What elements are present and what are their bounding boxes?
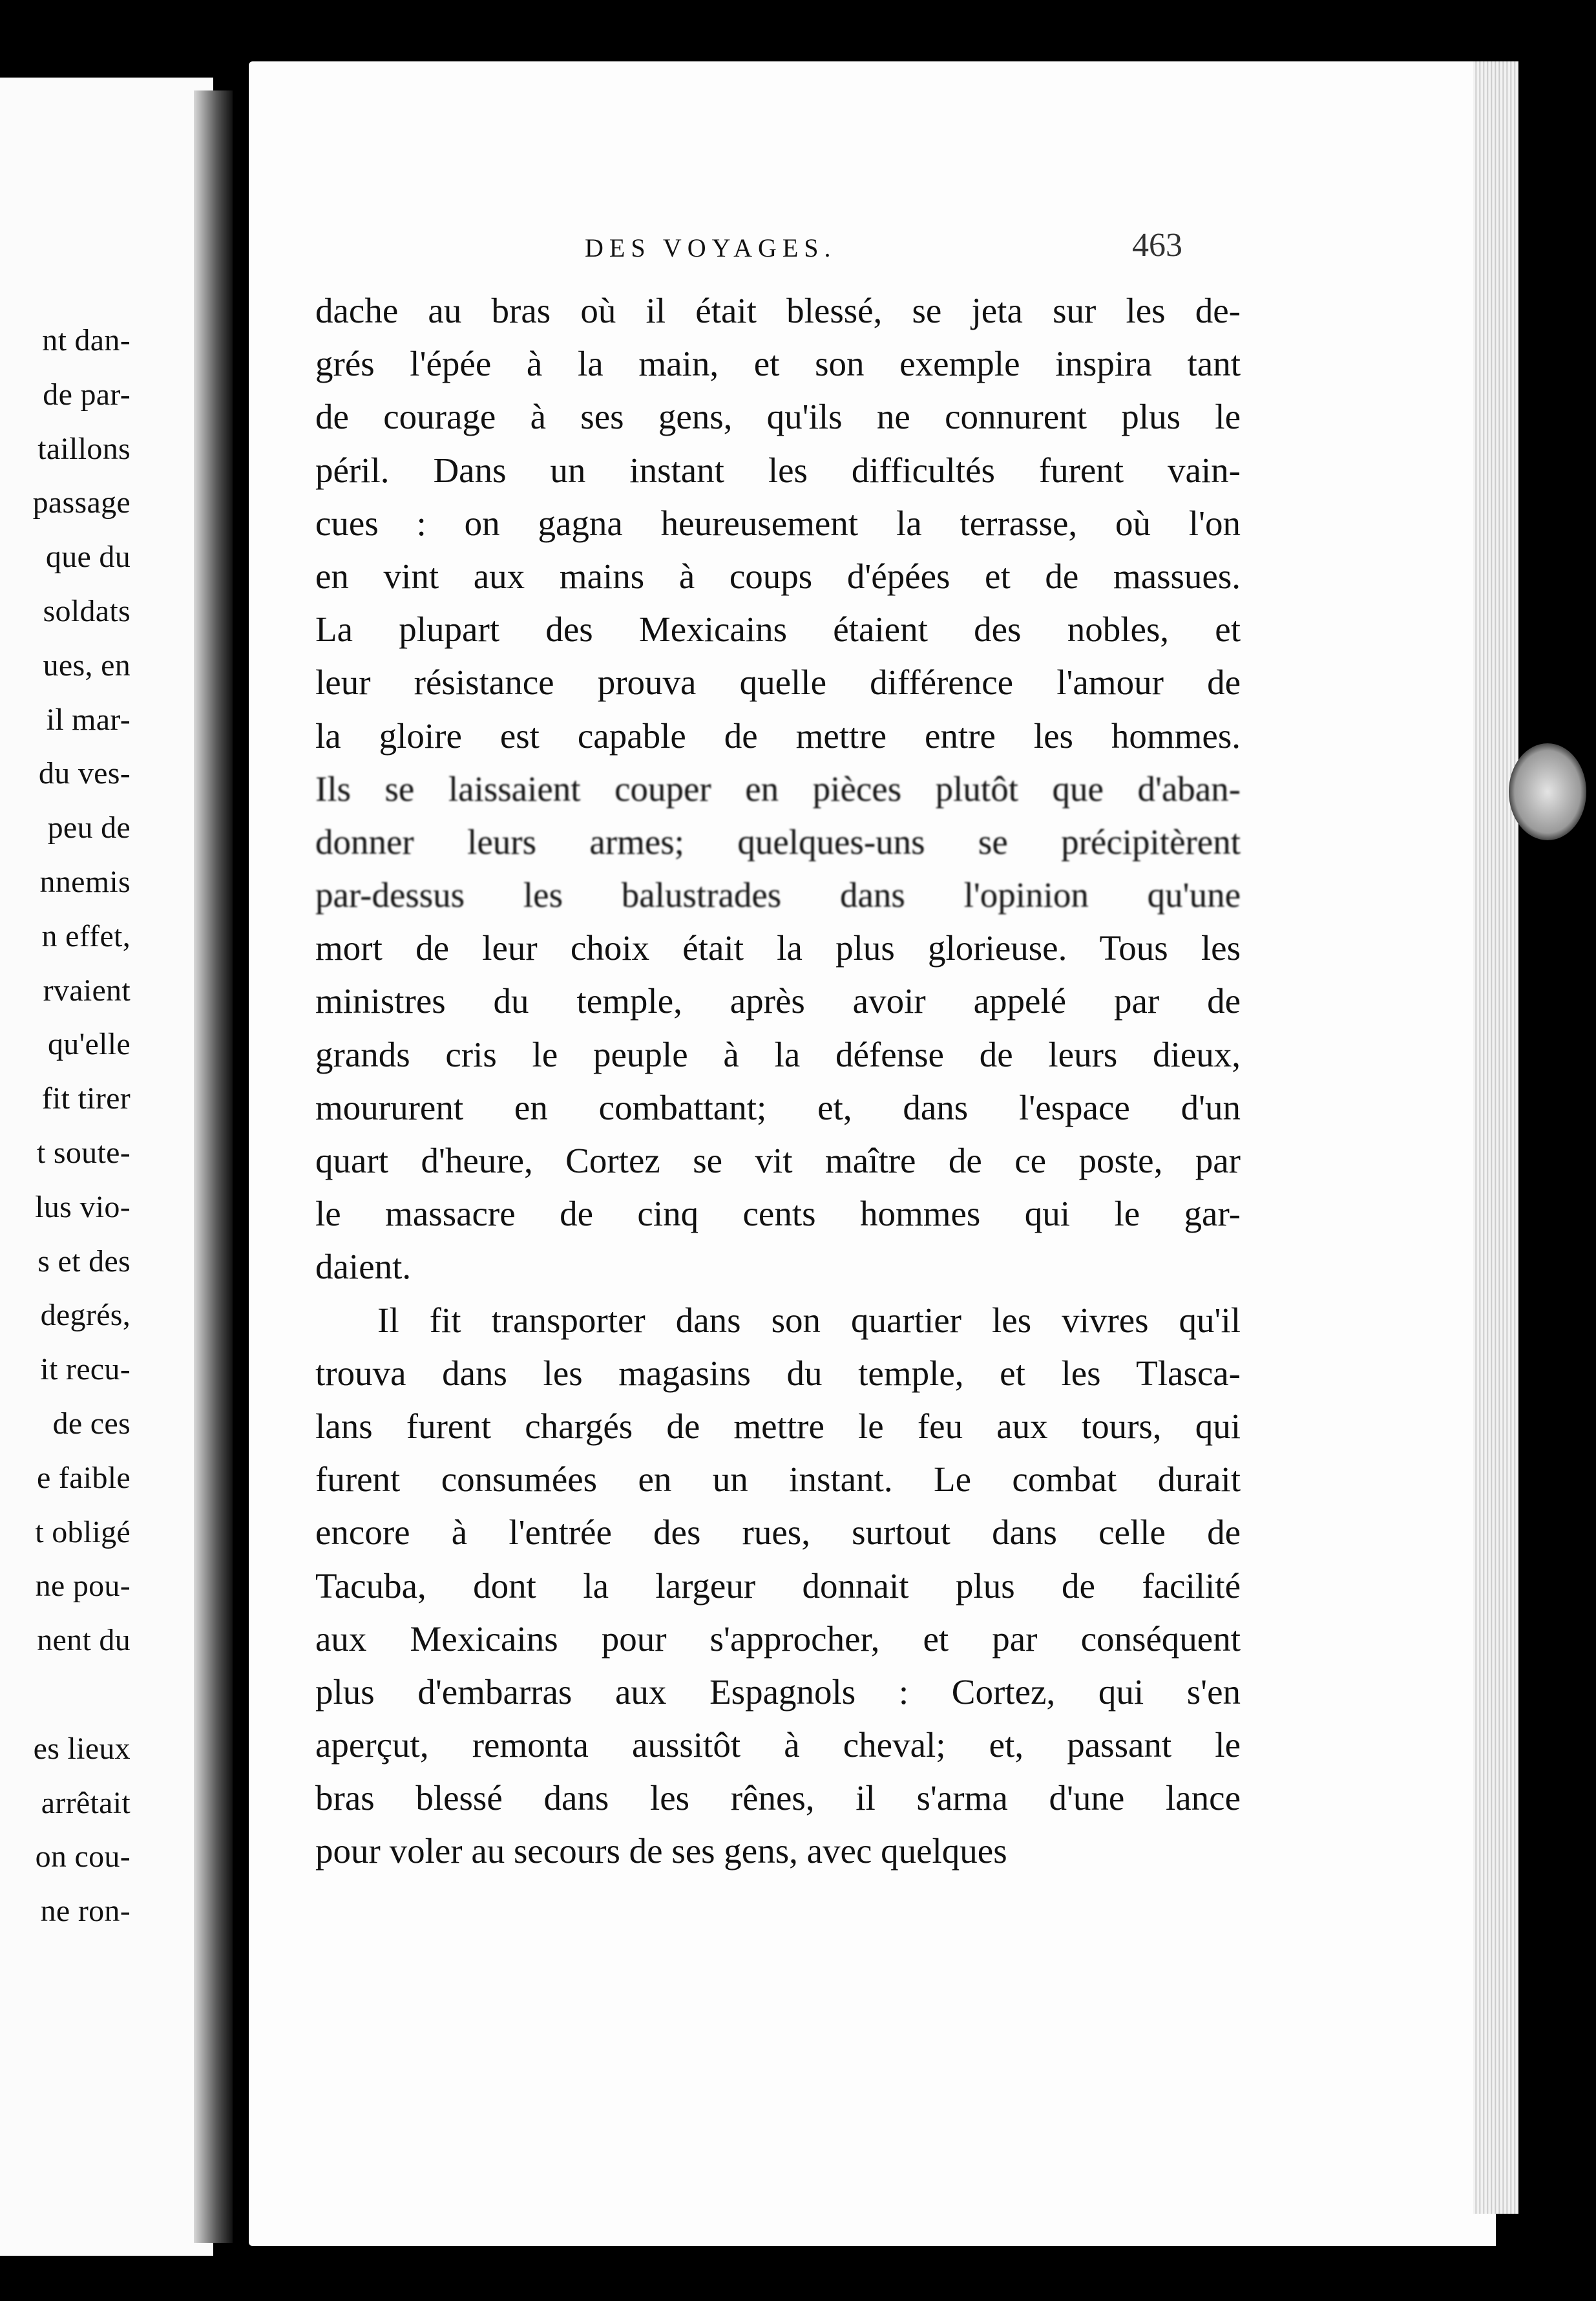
left-page-line: nt dan-: [42, 323, 131, 357]
text-line: grands cris le peuple à la défense de leurs dieux,: [315, 1034, 1241, 1074]
left-page-text: [0, 313, 131, 1938]
text-line: daient.: [315, 1247, 412, 1287]
left-page-line: es lieux: [33, 1731, 131, 1766]
text-line: de courage à ses gens, qu'ils ne connurent plus le: [315, 397, 1241, 437]
text-line: encore à l'entrée des rues, surtout dans celle de: [315, 1512, 1241, 1553]
text-line: en vint aux mains à coups d'épées et de massues.: [315, 556, 1241, 596]
left-page-line: que du: [45, 540, 131, 575]
left-page-line: passage: [32, 485, 131, 520]
left-page-line: [0, 1668, 131, 1722]
text-line: grés l'épée à la main, et son exemple inspira tant: [315, 344, 1241, 384]
text-line: ministres du temple, après avoir appelé par de: [315, 981, 1241, 1021]
text-line: furent consumées en un instant. Le combat durait: [315, 1459, 1241, 1500]
text-line: pour voler au secours de ses gens, avec quelques: [315, 1831, 1007, 1871]
left-page-line: qu'elle: [47, 1027, 131, 1062]
left-page-line: lus vio-: [35, 1189, 131, 1224]
text-line: cues : on gagna heureusement la terrasse, où l'on: [315, 503, 1241, 543]
left-page-line: n effet,: [41, 918, 131, 953]
body-text: [315, 284, 1241, 1878]
left-page-line: soldats: [43, 593, 131, 628]
text-line: aperçut, remonta aussitôt à cheval; et, passant le: [315, 1725, 1241, 1765]
text-line: péril. Dans un instant les difficultés furent vain-: [315, 450, 1241, 490]
text-line: par-dessus les balustrades dans l'opinion qu'une: [315, 875, 1241, 915]
left-page-line: e faible: [37, 1460, 131, 1495]
left-page: [0, 78, 213, 2256]
left-page-line: ues, en: [43, 648, 131, 683]
running-head: DES VOYAGES.: [585, 233, 837, 262]
left-page-line: il mar-: [46, 702, 131, 737]
page-number: 463: [1132, 227, 1182, 264]
text-line: quart d'heure, Cortez se vit maître de ce poste, par: [315, 1141, 1241, 1180]
text-line: dache au bras où il était blessé, se jeta sur les de-: [315, 291, 1241, 330]
left-page-line: on cou-: [35, 1840, 131, 1874]
left-page-line: t obligé: [35, 1514, 131, 1549]
left-page-line: nent du: [37, 1623, 131, 1658]
left-page-line: du ves-: [38, 756, 131, 791]
text-line: Tacuba, dont la largeur donnait plus de facilité: [315, 1565, 1241, 1606]
left-page-line: arrêtait: [41, 1785, 131, 1820]
text-line: la gloire est capable de mettre entre les hommes.: [315, 716, 1241, 756]
text-line: trouva dans les magasins du temple, et les Tlasca-: [315, 1353, 1241, 1393]
text-line: donner leurs armes; quelques-uns se précipitèrent: [315, 822, 1241, 862]
page-edge: [1473, 61, 1518, 2214]
left-page-line: de ces: [52, 1406, 131, 1441]
text-line: plus d'embarras aux Espagnols : Cortez, qui s'en: [315, 1671, 1241, 1712]
left-page-line: de par-: [43, 377, 131, 412]
text-line: leur résistance prouva quelle différence l'amour de: [315, 663, 1241, 703]
left-page-line: nnemis: [39, 864, 131, 899]
text-line: Il fit transporter dans son quartier les vivres qu'il: [377, 1300, 1241, 1340]
left-page-line: fit tirer: [41, 1081, 131, 1116]
left-page-line: t soute-: [36, 1135, 131, 1170]
book-gutter: [194, 90, 233, 2243]
text-line: aux Mexicains pour s'approcher, et par conséquent: [315, 1618, 1241, 1659]
left-page-line: taillons: [37, 431, 131, 466]
left-page-line: rvaient: [43, 973, 131, 1008]
left-page-line: ne pou-: [35, 1569, 131, 1604]
left-page-line: degrés,: [40, 1298, 131, 1333]
left-page-line: it recu-: [40, 1352, 131, 1387]
text-line: bras blessé dans les rênes, il s'arma d'une lance: [315, 1778, 1241, 1818]
text-line: le massacre de cinq cents hommes qui le gar-: [315, 1194, 1241, 1234]
text-line: La plupart des Mexicains étaient des nobles, et: [315, 610, 1241, 650]
text-line: moururent en combattant; et, dans l'espace d'un: [315, 1087, 1241, 1127]
left-page-line: peu de: [47, 811, 131, 845]
left-page-line: ne ron-: [40, 1894, 131, 1929]
text-line: lans furent chargés de mettre le feu aux tours, qui: [315, 1406, 1241, 1446]
text-line: mort de leur choix était la plus glorieuse. Tous les: [315, 928, 1241, 968]
left-page-line: s et des: [37, 1244, 131, 1278]
text-line: Ils se laissaient couper en pièces plutôt que d'aban-: [315, 769, 1241, 809]
page-stain: [1509, 743, 1586, 840]
